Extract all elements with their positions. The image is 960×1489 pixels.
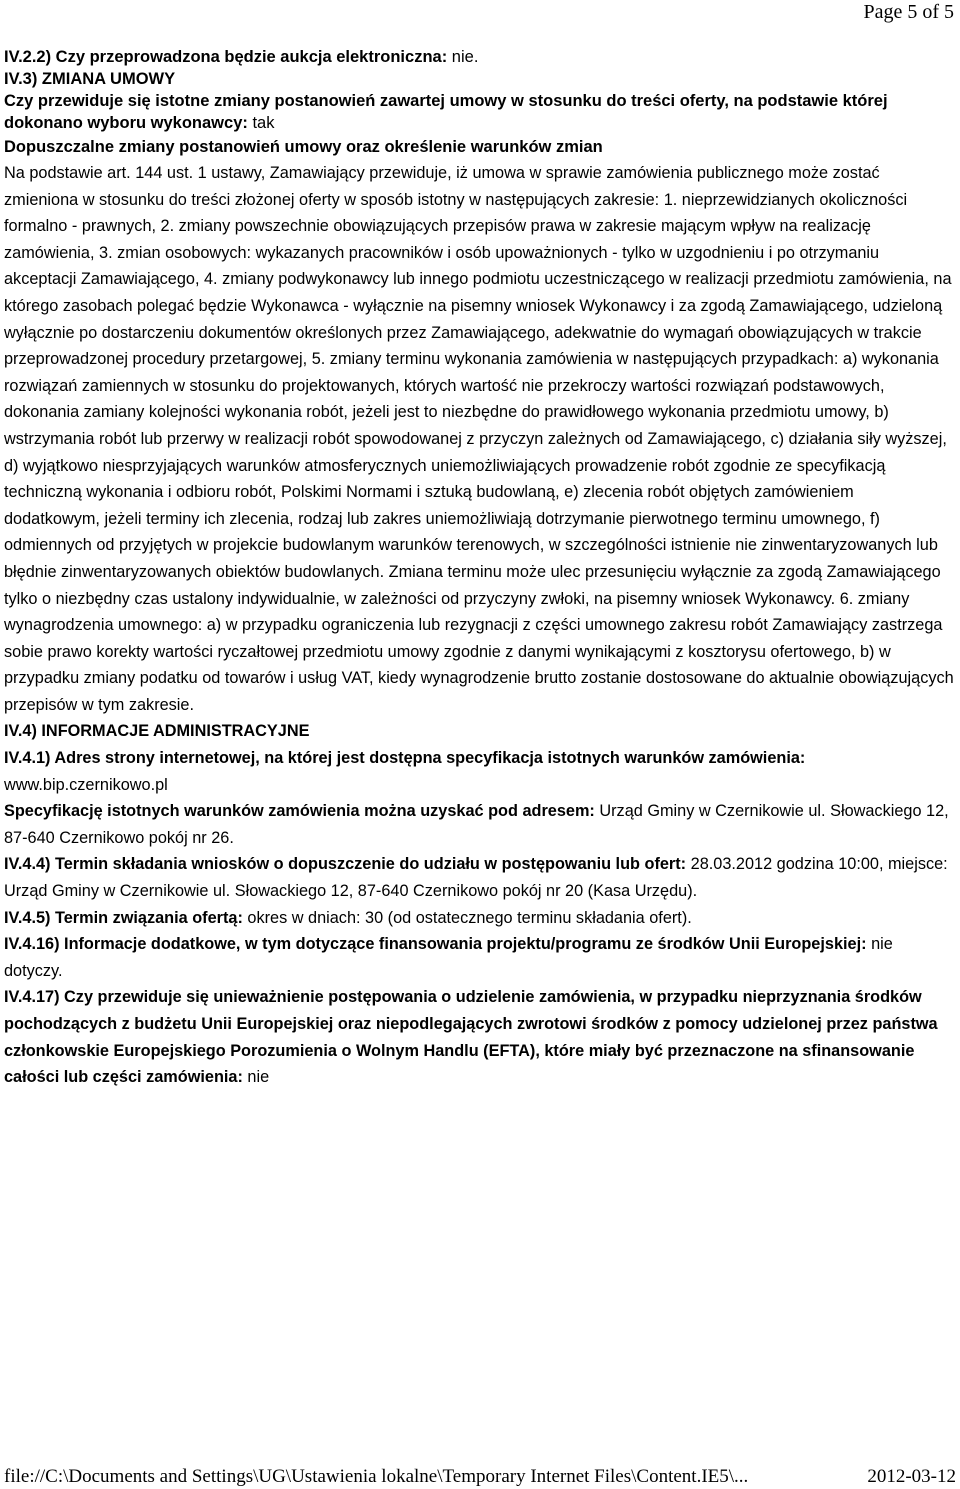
section-label: IV.4.17) Czy przewiduje się unieważnienie postępowania o udzielenie zamówienia, w przypadku nieprzyznania środków pochodzących z budżetu Unii Europejskiej oraz niepodlegających zwrotowi środków z pomocy udzielonej przez państwa członkowskie Europejskiego Porozumienia o Wolnym Handlu (EFTA), które miały być przeznaczone na sfinansowanie całości lub części zamówienia:	[4, 988, 938, 1087]
section-value: okres w dniach: 30 (od ostatecznego terminu składania ofert).	[247, 908, 692, 927]
footer-date: 2012-03-12	[867, 1466, 956, 1487]
section-label: IV.4.5) Termin związania ofertą:	[4, 908, 243, 927]
section-value: nie.	[451, 48, 479, 66]
section-iv-4-title	[4, 718, 954, 745]
section-iv-3-question	[4, 90, 954, 134]
section-title: IV.4) INFORMACJE ADMINISTRACYJNE	[4, 722, 310, 741]
section-label: IV.4.4) Termin składania wniosków o dopuszczenie do udziału w postępowaniu lub ofert:	[4, 855, 687, 874]
section-iv-3-subtitle	[4, 134, 954, 160]
section-iv-2-2	[4, 46, 954, 68]
section-label: IV.4.16) Informacje dodatkowe, w tym dotyczące finansowania projektu/programu ze środków Unii Europejskiej:	[4, 935, 867, 954]
print-footer	[4, 1466, 956, 1488]
section-value: nie dotyczy.	[4, 935, 893, 980]
document-body	[4, 46, 954, 1091]
section-iv-4-4	[4, 851, 954, 904]
section-iv-3-title	[4, 68, 954, 90]
page-number: Page 5 of 5	[863, 1, 954, 23]
section-label: Dopuszczalne zmiany postanowień umowy oraz określenie warunków zmian	[4, 138, 603, 156]
section-iv-3-body: Na podstawie art. 144 ust. 1 ustawy, Zamawiający przewiduje, iż umowa w sprawie zamówienia publicznego może zostać zmieniona w stosunku do treści złożonej oferty w sposób istotny w następujących zakresie: 1. nieprzewidzianych okoliczności formalno - prawnych, 2. zmiany powszechnie obowiązujących przepisów prawa w zakresie mającym wpływ na realizację zamówienia, 3. zmian osobowych: wykazanych pracowników i osób upoważnionych - tylko w uzgodnieniu i po otrzymaniu akceptacji Zamawiającego, 4. zmiany podwykonawcy lub innego podmiotu uczestniczącego w realizacji przedmiotu zamówienia, na którego zasobach polegać będzie Wykonawca - wyłącznie na pisemny wniosek Wykonawcy i za zgodą Zamawiającego, udzieloną wyłącznie po dostarczeniu dokumentów określonych przez Zamawiającego, adekwatnie do wymagań obowiązujących w trakcie przeprowadzonej procedury przetargowej, 5. zmiany terminu wykonania zamówienia w następujących przypadkach: a) wykonania rozwiązań zamiennych w stosunku do projektowanych, których wartość nie przekroczy wartości rozwiązań podstawowych, dokonania zamiany kolejności wykonania robót, jeżeli jest to niezbędne do prawidłowego wykonania przedmiotu umowy, b) wstrzymania robót lub przerwy w realizacji robót spowodowanej z przyczyn zależnych od Zamawiającego, c) działania siły wyższej, d) wyjątkowo niesprzyjających warunków atmosferycznych uniemożliwiających prowadzenie robót zgodnie ze specyfikacją techniczną wykonania i odbioru robót, Polskimi Normami i sztuką budowlaną, e) zlecenia robót objętych zamówieniem dodatkowym, jeżeli terminy ich zlecenia, rodzaj lub zakres uniemożliwiają dotrzymanie pierwotnego terminu umownego, f) odmiennych od przyjętych w projekcie budowlanym warunków terenowych, w szczególności istnienie nie zinwentaryzowanych lub błędnie zinwentaryzowanych obiektów budowlanych. Zmiana terminu może ulec przesunięciu wyłącznie za zgodą Zamawiającego tylko o niezbędny czas ustalony indywidualnie, w zależności od przyczyny zwłoki, na pisemny wniosek Wykonawcy. 6. zmiany wynagrodzenia umownego: a) w przypadku ograniczenia lub rezygnacji z części umownego zakresu robót Zamawiający zastrzega sobie prawo korekty wartości ryczałtowej przedmiotu umowy zgodnie z danymi wynikającymi z kosztorysu ofertowego, b) w przypadku zmiany podatku od towarów i usług VAT, kiedy wynagrodzenie brutto zostanie dostosowane do aktualnie obowiązujących przepisów w tym zakresie.	[4, 164, 954, 714]
section-label: Specyfikację istotnych warunków zamówienia można uzyskać pod adresem:	[4, 802, 595, 821]
section-value: 28.03.2012 godzina 10:00, miejsce: Urząd Gminy w Czernikowie ul. Słowackiego 12, 87-640 Czernikowo pokój nr 20 (Kasa Urzędu).	[4, 855, 948, 901]
section-label: Czy przewiduje się istotne zmiany postanowień zawartej umowy w stosunku do treści oferty, na podstawie której dokonano wyboru wykonawcy:	[4, 92, 888, 132]
section-iv-4-5	[4, 905, 954, 932]
section-label: IV.4.1) Adres strony internetowej, na której jest dostępna specyfikacja istotnych warunków zamówienia:	[4, 749, 806, 768]
section-value: Urząd Gminy w Czernikowie ul. Słowackiego 12, 87-640 Czernikowo pokój nr 26.	[4, 802, 949, 847]
section-iv-4-16	[4, 931, 954, 984]
section-value: tak	[252, 114, 275, 132]
section-value: nie	[247, 1068, 270, 1087]
section-value: www.bip.czernikowo.pl	[4, 775, 168, 794]
section-label: IV.2.2) Czy przeprowadzona będzie aukcja elektroniczna:	[4, 48, 448, 66]
section-title: IV.3) ZMIANA UMOWY	[4, 70, 176, 88]
section-iv-4-1	[4, 745, 954, 798]
section-siwz-address	[4, 798, 954, 851]
footer-file-path: file://C:\Documents and Settings\UG\Ustawienia lokalne\Temporary Internet Files\Content.IE5\...	[4, 1466, 749, 1487]
section-iv-4-17	[4, 984, 954, 1090]
